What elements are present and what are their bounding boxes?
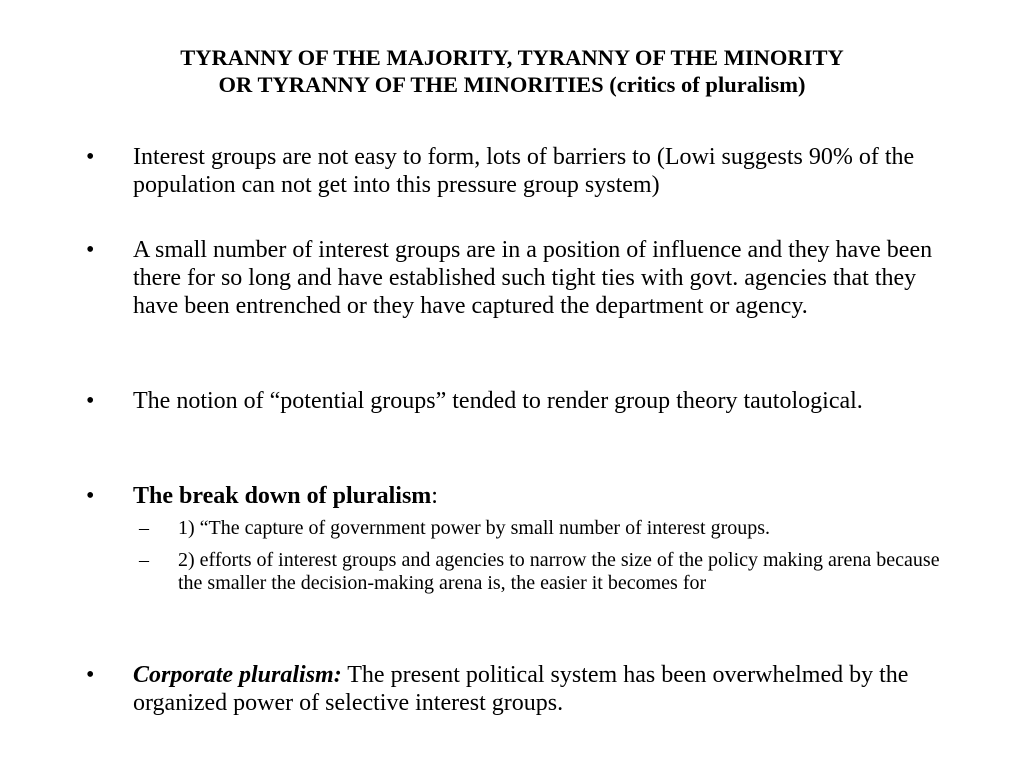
sub-bullet-text: 1) “The capture of government power by small number of interest groups. [178,517,771,539]
bullet-item [86,236,946,320]
sub-bullet-text: 2) efforts of interest groups and agencies to narrow the size of the policy making arena because the smaller the decision-making arena is, the easier it becomes for [178,549,940,594]
bullet-text [133,661,946,717]
slide-title [60,44,964,98]
bullet-text [133,482,946,510]
bullet-text: Interest groups are not easy to form, lots of barriers to (Lowi suggests 90% of the population can not get into this pressure group system) [133,144,915,198]
bullet-item-breakdown [86,482,946,510]
bullet-lead: Corporate pluralism: [133,662,342,688]
bullet-item [86,387,946,415]
bullet-lead: The break down of pluralism [133,483,432,509]
sub-bullet-marker: – [139,549,149,571]
sub-bullet-item [139,517,949,540]
bullet-marker: • [86,388,95,414]
bullet-marker: • [86,662,95,688]
bullet-item [86,143,946,199]
sub-bullet-item [139,549,949,595]
bullet-text: The notion of “potential groups” tended to render group theory tautological. [133,388,863,414]
bullet-text: A small number of interest groups are in a position of influence and they have been there for so long and have established such tight ties with govt. agencies that they have been entrenched or they have captured the department or agency. [133,237,933,319]
title-line-2: OR TYRANNY OF THE MINORITIES (critics of pluralism) [218,72,806,97]
bullet-marker: • [86,144,95,170]
bullet-marker: • [86,483,95,509]
sub-bullet-marker: – [139,517,149,539]
title-line-1: TYRANNY OF THE MAJORITY, TYRANNY OF THE MINORITY [180,45,844,70]
bullet-marker: • [86,237,95,263]
bullet-rest: : [431,483,438,509]
bullet-rest: The present political system has been overwhelmed by the organized power of selective interest groups. [133,662,909,716]
bullet-item-corporate-pluralism [86,661,946,717]
